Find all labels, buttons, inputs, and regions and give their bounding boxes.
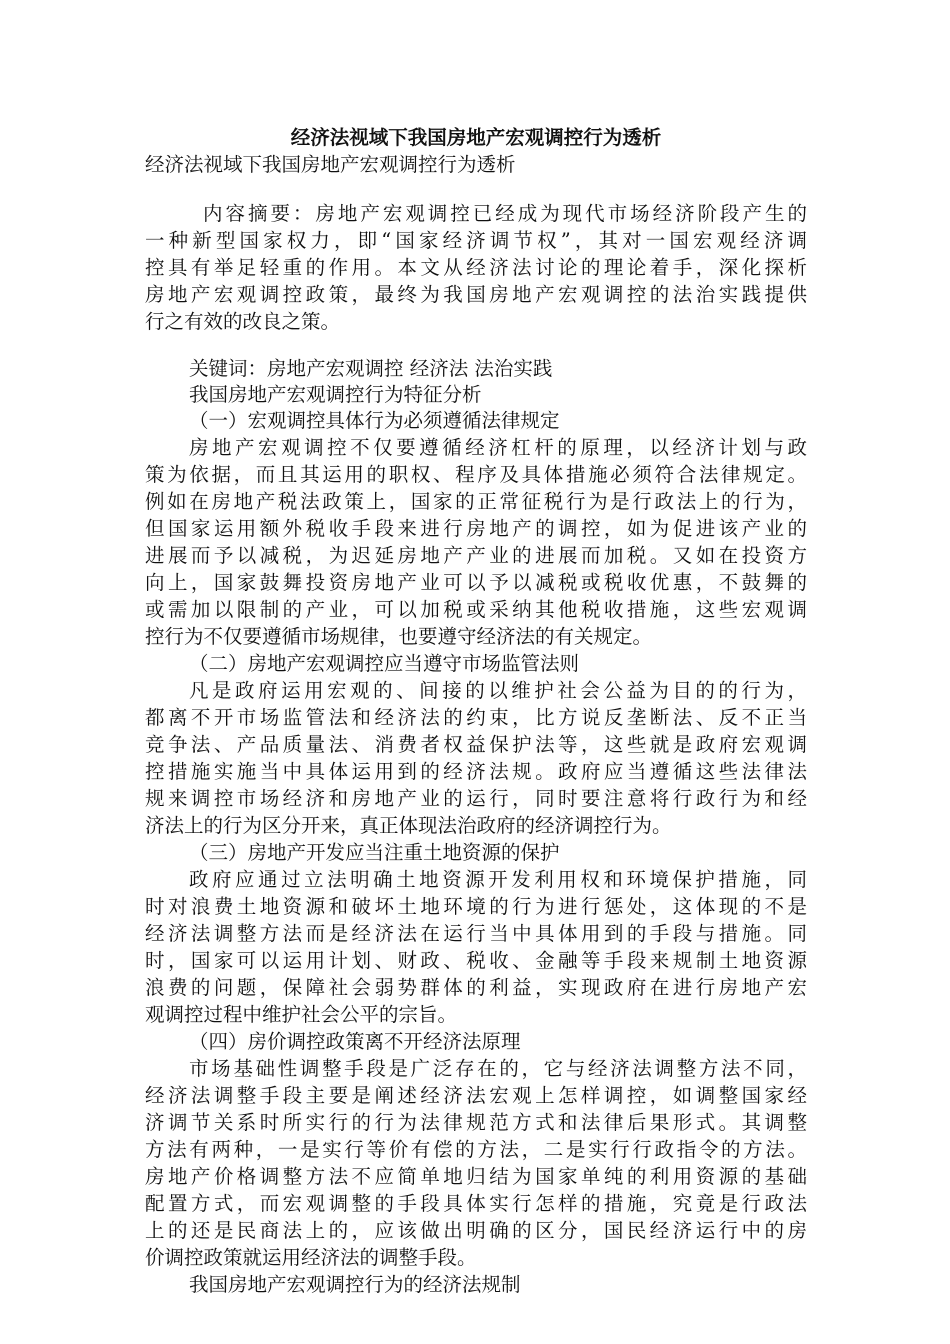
paragraph-line: 经济法调整手段主要是阐述经济法宏观上怎样调控，如调整国家经 bbox=[145, 1084, 807, 1107]
paragraph-line: 凡是政府运用宏观的、间接的以维护社会公益为目的的行为， bbox=[189, 679, 807, 702]
paragraph-line: 例如在房地产税法政策上，国家的正常征税行为是行政法上的行为， bbox=[145, 490, 807, 513]
paragraph-line: 规来调控市场经济和房地产业的运行，同时要注意将行政行为和经 bbox=[145, 787, 807, 810]
paragraph-line: 价调控政策就运用经济法的调整手段。 bbox=[145, 1246, 477, 1269]
paragraph-line: 经济法调整方法而是经济法在运行当中具体用到的手段与措施。同 bbox=[145, 922, 807, 945]
paragraph-line: 策为依据，而且其运用的职权、程序及具体措施必须符合法律规定。 bbox=[145, 463, 807, 486]
paragraph-line: 浪费的问题，保障社会弱势群体的利益，实现政府在进行房地产宏 bbox=[145, 976, 807, 999]
document-subtitle: 经济法视域下我国房地产宏观调控行为透析 bbox=[145, 153, 516, 176]
paragraph-line: 配置方式，而宏观调整的手段具体实行怎样的措施，究竟是行政法 bbox=[145, 1192, 807, 1215]
paragraph-line: 济调节关系时所实行的行为法律规范方式和法律后果形式。其调整 bbox=[145, 1111, 807, 1134]
abstract-line: 房地产宏观调控政策，最终为我国房地产宏观调控的法治实践提供 bbox=[145, 283, 807, 306]
paragraph-line: 控行为不仅要遵循市场规律，也要遵守经济法的有关规定。 bbox=[145, 625, 653, 648]
keywords: 关键词：房地产宏观调控 经济法 法治实践 bbox=[189, 357, 553, 380]
paragraph-line: 向上，国家鼓舞投资房地产业可以予以减税或税收优惠，不鼓舞的 bbox=[145, 571, 807, 594]
subsection-heading: （一）宏观调控具体行为必须遵循法律规定 bbox=[189, 409, 560, 432]
document-title: 经济法视域下我国房地产宏观调控行为透析 bbox=[290, 126, 662, 149]
paragraph-line: 竞争法、产品质量法、消费者权益保护法等，这些就是政府宏观调 bbox=[145, 733, 807, 756]
paragraph-line: 观调控过程中维护社会公平的宗旨。 bbox=[145, 1003, 458, 1026]
section-heading: 我国房地产宏观调控行为特征分析 bbox=[189, 383, 482, 406]
paragraph-line: 但国家运用额外税收手段来进行房地产的调控，如为促进该产业的 bbox=[145, 517, 807, 540]
abstract-line: 内容摘要：房地产宏观调控已经成为现代市场经济阶段产生的 bbox=[203, 202, 807, 225]
paragraph-line: 方法有两种，一是实行等价有偿的方法，二是实行行政指令的方法。 bbox=[145, 1138, 807, 1161]
paragraph-line: 济法上的行为区分开来，真正体现法治政府的经济调控行为。 bbox=[145, 814, 672, 837]
subsection-heading: （四）房价调控政策离不开经济法原理 bbox=[189, 1030, 521, 1053]
paragraph-line: 市场基础性调整手段是广泛存在的，它与经济法调整方法不同， bbox=[189, 1057, 807, 1080]
abstract-line: 控具有举足轻重的作用。本文从经济法讨论的理论着手，深化探析 bbox=[145, 256, 807, 279]
section-heading: 我国房地产宏观调控行为的经济法规制 bbox=[189, 1273, 521, 1296]
paragraph-line: 房地产价格调整方法不应简单地归结为国家单纯的利用资源的基础 bbox=[145, 1165, 807, 1188]
abstract-line: 行之有效的改良之策。 bbox=[145, 310, 341, 333]
paragraph-line: 都离不开市场监管法和经济法的约束，比方说反垄断法、反不正当 bbox=[145, 706, 807, 729]
subsection-heading: （三）房地产开发应当注重土地资源的保护 bbox=[189, 841, 560, 864]
paragraph-line: 时对浪费土地资源和破坏土地环境的行为进行惩处，这体现的不是 bbox=[145, 895, 807, 918]
paragraph-line: 政府应通过立法明确土地资源开发利用权和环境保护措施，同 bbox=[189, 868, 807, 891]
paragraph-line: 控措施实施当中具体运用到的经济法规。政府应当遵循这些法律法 bbox=[145, 760, 807, 783]
paragraph-line: 时，国家可以运用计划、财政、税收、金融等手段来规制土地资源 bbox=[145, 949, 807, 972]
paragraph-line: 房地产宏观调控不仅要遵循经济杠杆的原理，以经济计划与政 bbox=[189, 436, 807, 459]
paragraph-line: 上的还是民商法上的，应该做出明确的区分，国民经济运行中的房 bbox=[145, 1219, 807, 1242]
abstract-line: 一种新型国家权力，即“国家经济调节权”，其对一国宏观经济调 bbox=[145, 229, 807, 252]
paragraph-line: 进展而予以减税，为迟延房地产产业的进展而加税。又如在投资方 bbox=[145, 544, 807, 567]
paragraph-line: 或需加以限制的产业，可以加税或采纳其他税收措施，这些宏观调 bbox=[145, 598, 807, 621]
subsection-heading: （二）房地产宏观调控应当遵守市场监管法则 bbox=[189, 652, 580, 675]
